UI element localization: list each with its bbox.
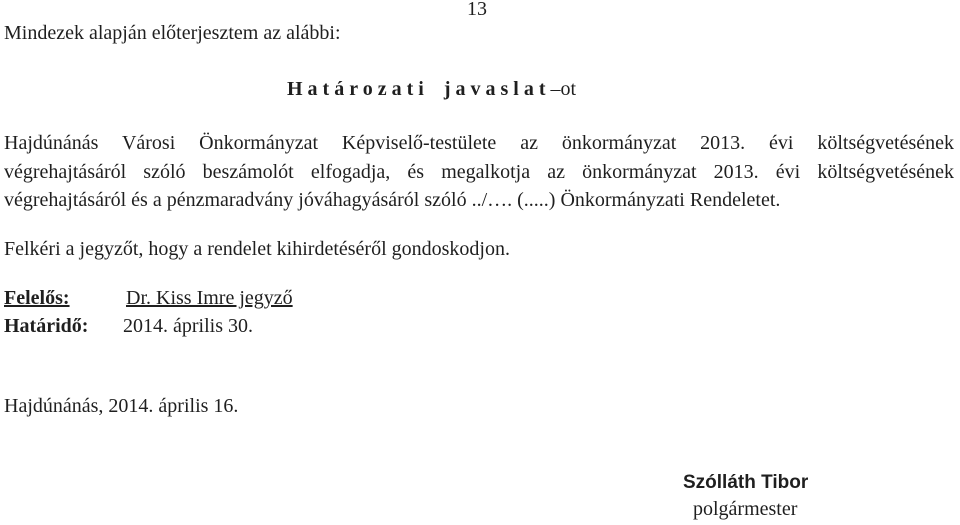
signer-name: Szólláth Tibor	[683, 472, 809, 493]
request-text: Felkéri a jegyzőt, hogy a rendelet kihirdetéséről gondoskodjon.	[4, 238, 510, 260]
deadline-label: Határidő:	[4, 315, 89, 337]
resolution-title	[287, 78, 576, 101]
resolution-body	[4, 129, 954, 215]
signer-title: polgármester	[693, 498, 798, 520]
resolution-body-line: Hajdúnánás Városi Önkormányzat Képviselő-testülete az önkormányzat 2013. évi költségvetésének	[4, 132, 954, 154]
resolution-title-main: H a t á r o z a t i j a v a s l a t	[287, 78, 546, 100]
responsible-value: Dr. Kiss Imre jegyző	[126, 287, 293, 309]
resolution-body-line: végrehajtásáról és a pénzmaradvány jóváhagyásáról szóló ../…. (.....) Önkormányzati Rendeletet.	[4, 189, 781, 211]
intro-text: Mindezek alapján előterjesztem az alábbi:	[4, 22, 341, 44]
responsible-label: Felelős:	[4, 287, 70, 309]
resolution-body-line: végrehajtásáról szóló beszámolót elfogadja, és megalkotja az önkormányzat 2013. évi költségvetésének	[4, 160, 954, 183]
page-number: 13	[467, 0, 487, 20]
resolution-title-suffix: –ot	[545, 78, 577, 100]
deadline-value: 2014. április 30.	[123, 315, 253, 337]
place-date: Hajdúnánás, 2014. április 16.	[4, 395, 239, 417]
